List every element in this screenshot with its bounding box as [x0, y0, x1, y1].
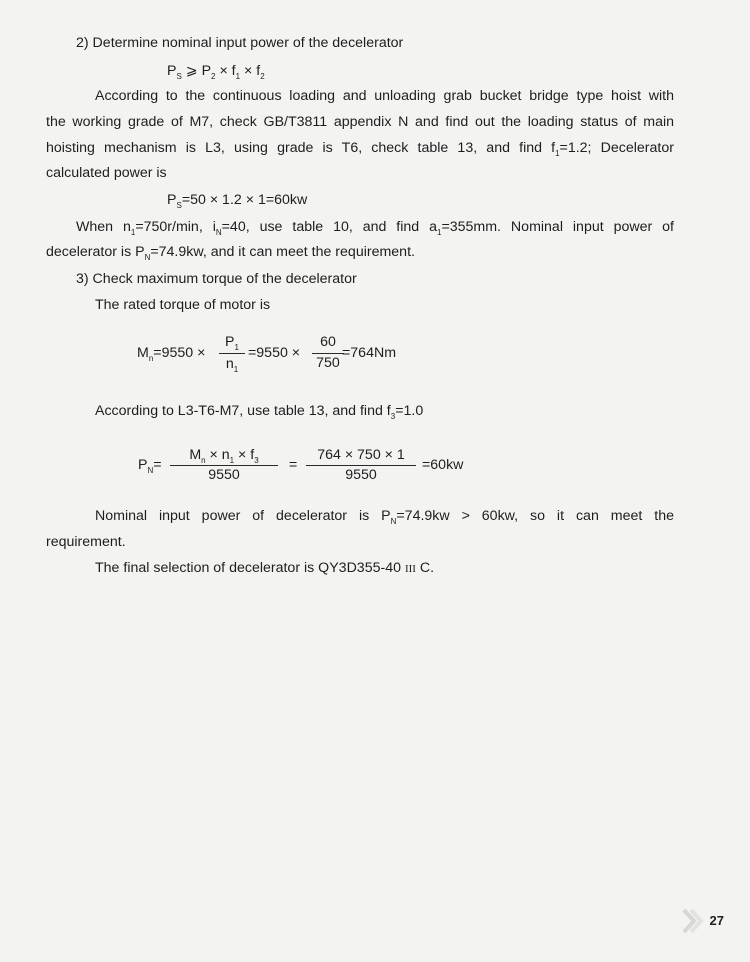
final-para-text-b: =74.9kw > 60kw, so it can meet the — [396, 508, 674, 524]
torque-den1: n — [225, 356, 234, 372]
power-frac1-num — [170, 447, 278, 463]
para2-text-b: =750r/min, i — [135, 219, 216, 235]
section-2-heading: 2) Determine nominal input power of the decelerator — [76, 35, 404, 51]
para1-line3-sub: 1 — [555, 149, 560, 158]
torque-eq1: =9550 × — [153, 345, 206, 361]
power-frac1-den: 9550 — [208, 467, 240, 483]
torque-result: =764Nm — [342, 345, 397, 361]
calculated-power-formula — [167, 191, 307, 209]
final-para-line1 — [95, 507, 674, 525]
para1-line4: calculated power is — [46, 165, 167, 181]
formula-sub-2: 2 — [211, 72, 216, 81]
formula-sub-1: 1 — [235, 72, 241, 81]
para2-line2 — [46, 243, 415, 261]
final-selection-roman: III — [404, 563, 416, 575]
power-frac1-bar — [170, 465, 278, 466]
according-text: According to L3-T6-M7, use table 13, and find f — [95, 403, 391, 419]
according-end: =1.0 — [395, 403, 424, 419]
para2-sub-n1: 1 — [130, 228, 136, 237]
section-3-heading: 3) Check maximum torque of the decelerator — [76, 271, 357, 287]
page-number: 27 — [709, 913, 724, 928]
torque-num1: P — [225, 334, 235, 350]
para2-sub-in: N — [215, 228, 222, 237]
para1-line3 — [46, 139, 674, 157]
according-sub: 3 — [390, 412, 396, 421]
para1-line3-text-b: =1.2; Decelerator — [559, 140, 674, 156]
power-num1-n: × n — [205, 447, 230, 463]
final-selection-text-b: C. — [415, 560, 435, 576]
torque-den1-sub: 1 — [233, 365, 239, 374]
para2-line2-sub: N — [144, 253, 151, 262]
para2-text-a: When n — [76, 219, 131, 235]
para1-line2: the working grade of M7, check GB/T3811 appendix N and find out the loading status of main — [46, 114, 674, 130]
power-num1-f: × f — [234, 447, 255, 463]
power-num1-m: M — [189, 447, 202, 463]
torque-lhs — [137, 345, 205, 361]
torque-num1-sub: 1 — [234, 343, 239, 352]
calc-rest: =50 × 1.2 × 1=60kw — [181, 192, 308, 208]
para1-line1: According to the continuous loading and unloading grab bucket bridge type hoist with — [95, 88, 674, 104]
power-lhs — [138, 457, 162, 473]
nominal-power-condition-formula — [167, 62, 265, 80]
power-eq: = — [153, 457, 162, 473]
torque-m-sub: n — [148, 354, 154, 363]
torque-eq2: =9550 × — [248, 345, 301, 361]
torque-frac1-num — [219, 334, 245, 350]
power-eq2: = — [289, 457, 298, 473]
formula-sub-s: S — [176, 72, 182, 81]
rated-torque-intro: The rated torque of motor is — [95, 297, 271, 313]
formula-ge: ⩾ P — [181, 63, 212, 79]
para1-line3-text-a: hoisting mechanism is L3, using grade is T6, check table 13, and find f — [46, 140, 556, 156]
final-para-sub: N — [390, 517, 397, 526]
power-num1-f-sub: 3 — [254, 456, 259, 465]
power-p: P — [138, 457, 148, 473]
power-result: =60kw — [422, 457, 464, 473]
calc-sub-s: S — [176, 201, 182, 210]
torque-frac2-num: 60 — [320, 334, 336, 350]
final-para-text-a: Nominal input power of decelerator is P — [95, 508, 391, 524]
para2-text-c: =40, use table 10, and find a — [221, 219, 438, 235]
power-p-sub: N — [147, 466, 154, 475]
final-para-line2: requirement. — [46, 534, 126, 550]
formula-times-f1: × f — [215, 63, 236, 79]
power-num1-m-sub: n — [201, 456, 206, 465]
torque-m: M — [137, 345, 149, 361]
formula-sub-2b: 2 — [260, 72, 265, 81]
power-frac2-bar — [306, 465, 416, 466]
calc-p: P — [167, 192, 177, 208]
power-frac2-den: 9550 — [345, 467, 377, 483]
torque-frac2-bar — [312, 353, 344, 354]
para2-sub-a1: 1 — [437, 228, 442, 237]
torque-frac2-den: 750 — [316, 355, 340, 371]
power-num1-n-sub: 1 — [229, 456, 235, 465]
para2-text-d: =355mm. Nominal input power of — [441, 219, 674, 235]
para2-line2-text-a: decelerator is P — [46, 244, 145, 260]
torque-frac1-bar — [219, 353, 245, 354]
power-frac2-num: 764 × 750 × 1 — [317, 447, 405, 463]
formula-p: P — [167, 63, 177, 79]
para2-line1 — [76, 218, 674, 236]
formula-times-f2: × f — [240, 63, 261, 79]
final-selection — [95, 559, 434, 578]
para2-line2-text-b: =74.9kw, and it can meet the requirement. — [150, 244, 415, 260]
chevron-right-icon — [682, 908, 704, 934]
final-selection-text-a: The final selection of decelerator is QY3D355-40 — [95, 560, 405, 576]
according-line — [95, 402, 423, 420]
torque-frac1-den — [219, 356, 245, 372]
